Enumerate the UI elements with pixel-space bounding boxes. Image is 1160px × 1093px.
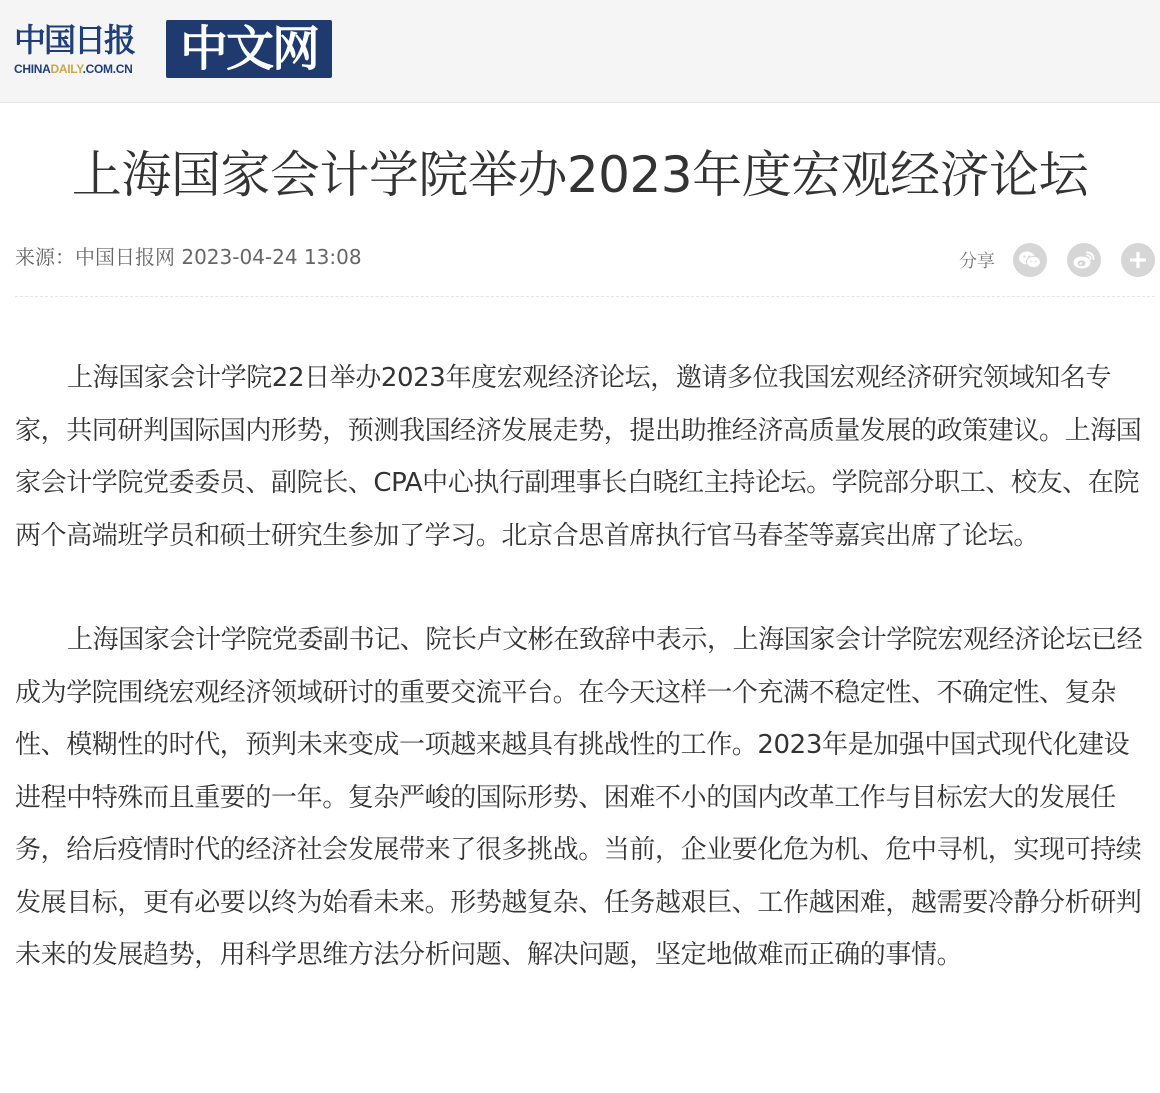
article-paragraph: 上海国家会计学院党委副书记、院长卢文彬在致辞中表示，上海国家会计学院宏观经济论坛已经成为学院围绕宏观经济领域研讨的重要交流平台。在今天这样一个充满不稳定性、不确定性、复杂性、模糊性的时代，预判未来变成一项越来越具有挑战性的工作。2023年是加强中国式现代化建设进程中特殊而且重要的一年。复杂严峻的国际形势、困难不小的国内改革工作与目标宏大的发展任务，给后疫情时代的经济社会发展带来了很多挑战。当前，企业要化危为机、危中寻机，实现可持续发展目标，更有必要以终为始看未来。形势越复杂、任务越艰巨、工作越困难，越需要冷静分析研判未来的发展趋势，用科学思维方法分析问题、解决问题，坚定地做难而正确的事情。 xyxy=(15,625,1143,970)
source-name: 中国日报网 xyxy=(75,245,175,269)
logo-box-text: 中文网 xyxy=(179,21,318,77)
logo-en-daily: DAILY xyxy=(50,62,83,76)
plus-icon xyxy=(1128,250,1148,270)
article-paragraph: 上海国家会计学院22日举办2023年度宏观经济论坛，邀请多位我国宏观经济研究领域知名专家，共同研判国际国内形势，预测我国经济发展走势，提出助推经济高质量发展的政策建议。上海国家会计学院党委委员、副院长、CPA中心执行副理事长白晓红主持论坛。学院部分职工、校友、在院两个高端班学员和硕士研究生参加了学习。北京合思首席执行官马春荃等嘉宾出席了论坛。 xyxy=(15,363,1142,551)
article-body xyxy=(15,352,1153,982)
share-bar xyxy=(959,242,1155,278)
share-more-button[interactable] xyxy=(1121,243,1155,277)
share-label: 分享 xyxy=(959,251,995,272)
logo-english-text xyxy=(14,62,132,76)
logo-box xyxy=(166,20,332,78)
site-header xyxy=(0,0,1160,103)
meta-divider xyxy=(15,296,1155,297)
logo-mark xyxy=(14,20,166,80)
article-title: 上海国家会计学院举办2023年度宏观经济论坛 xyxy=(71,146,1089,204)
logo-en-china: CHINA xyxy=(14,62,51,76)
share-weibo-button[interactable] xyxy=(1067,243,1101,277)
article-meta xyxy=(15,243,362,271)
publish-datetime: 2023-04-24 13:08 xyxy=(181,245,362,269)
share-wechat-button[interactable] xyxy=(1013,243,1047,277)
logo-chinese-text: 中国日报 xyxy=(14,21,135,59)
source-label: 来源： xyxy=(15,245,75,269)
logo-en-domain: .COM.CN xyxy=(82,62,133,76)
weibo-icon xyxy=(1072,249,1096,271)
wechat-icon xyxy=(1018,249,1042,271)
site-logo[interactable] xyxy=(14,20,332,80)
